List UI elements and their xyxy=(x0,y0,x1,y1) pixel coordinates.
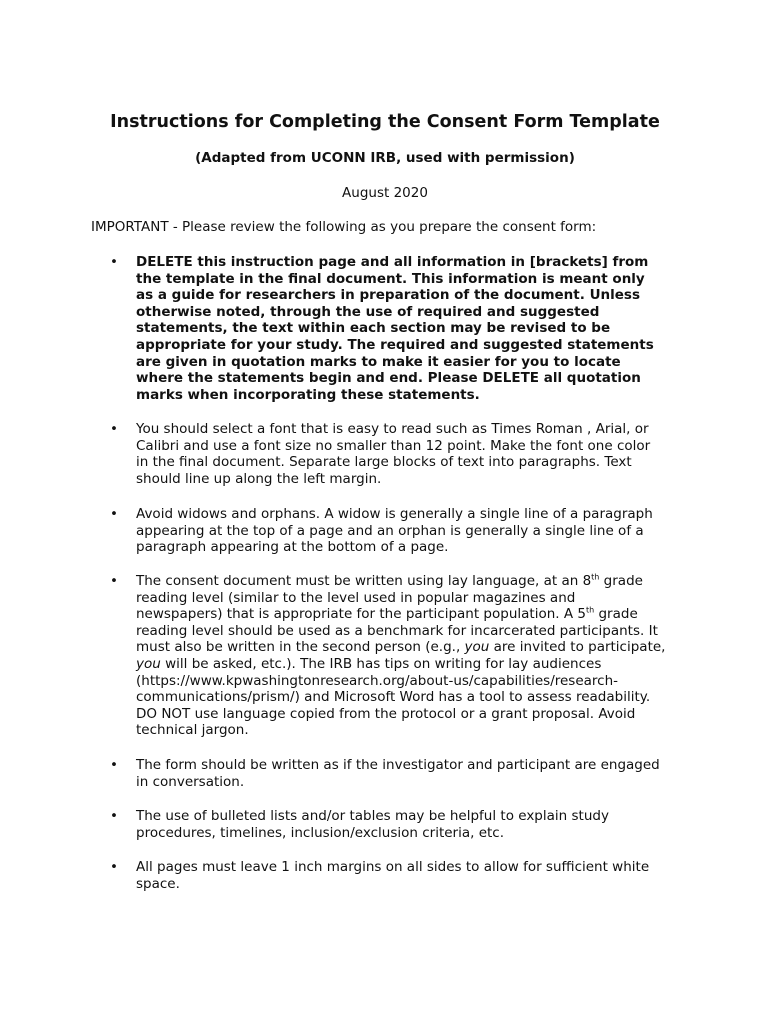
text-run: grade xyxy=(594,606,638,623)
list-item-line: Calibri and use a font size no smaller than 12 point. Make the font one color xyxy=(136,437,651,454)
list-item-line: otherwise noted, through the use of required and suggested xyxy=(136,303,600,320)
list-item-line: are given in quotation marks to make it easier for you to locate xyxy=(136,353,621,370)
list-item-line: the template in the final document. This information is meant only xyxy=(136,270,645,287)
superscript: th xyxy=(585,605,595,615)
list-item-line: should line up along the left margin. xyxy=(136,470,382,487)
list-item xyxy=(136,808,686,841)
list-item-line xyxy=(136,656,686,673)
list-item-line: as a guide for researchers in preparation of the document. Unless xyxy=(136,287,641,304)
italic-text: you xyxy=(136,655,161,672)
list-item-line: You should select a font that is easy to read such as Times Roman , Arial, or xyxy=(136,421,649,437)
list-item-line xyxy=(136,606,686,623)
list-item-line: communications/prism/) and Microsoft Word has a tool to assess readability. xyxy=(136,689,651,706)
list-item-line: in the final document. Separate large blocks of text into paragraphs. Text xyxy=(136,454,632,471)
list-item-line: statements, the text within each section may be revised to be xyxy=(136,320,611,337)
list-item-line xyxy=(136,573,686,590)
superscript: th xyxy=(591,572,600,582)
list-item-line: The form should be written as if the investigator and participant are engaged xyxy=(136,757,660,773)
list-item xyxy=(136,573,686,739)
list-item-line: space. xyxy=(136,875,180,892)
bullet-icon: • xyxy=(110,573,118,589)
list-item-line: reading level should be used as a benchmark for incarcerated participants. It xyxy=(136,622,658,639)
document-title: Instructions for Completing the Consent Form Template xyxy=(110,112,660,132)
list-item-line: in conversation. xyxy=(136,773,245,790)
list-item-line: technical jargon. xyxy=(136,722,249,739)
document-subtitle: (Adapted from UCONN IRB, used with permission) xyxy=(195,150,575,166)
list-item xyxy=(136,254,686,403)
bullet-icon: • xyxy=(110,859,118,875)
list-item-line: where the statements begin and end. Please DELETE all quotation xyxy=(136,370,641,387)
list-item-line: procedures, timelines, inclusion/exclusion criteria, etc. xyxy=(136,824,505,841)
text-run: will be asked, etc.). The IRB has tips on writing for lay audiences xyxy=(160,655,602,672)
list-item-line: reading level (similar to the level used in popular magazines and xyxy=(136,589,576,606)
list-item-line: marks when incorporating these statements. xyxy=(136,386,480,403)
list-item xyxy=(136,757,686,790)
intro-text: IMPORTANT - Please review the following as you prepare the consent form: xyxy=(91,219,597,235)
list-item-line: appropriate for your study. The required and suggested statements xyxy=(136,336,654,353)
list-item-line xyxy=(136,639,686,656)
text-run: must also be written in the second person (e.g., xyxy=(136,639,465,656)
list-item-line: appearing at the top of a page and an orphan is generally a single line of a xyxy=(136,522,644,539)
list-item xyxy=(136,506,686,556)
italic-text: you xyxy=(464,639,490,656)
list-item xyxy=(136,859,686,892)
list-item-line: Avoid widows and orphans. A widow is generally a single line of a paragraph xyxy=(136,506,653,522)
bullet-icon: • xyxy=(110,757,118,773)
bullet-icon: • xyxy=(110,808,118,824)
list-item-line: DO NOT use language copied from the protocol or a grant proposal. Avoid xyxy=(136,705,636,722)
list-item-line: (https://www.kpwashingtonresearch.org/about-us/capabilities/research- xyxy=(136,672,619,689)
list-item-line: The use of bulleted lists and/or tables may be helpful to explain study xyxy=(136,808,609,824)
document-date: August 2020 xyxy=(342,185,428,201)
text-run: grade xyxy=(599,573,643,589)
list-item-line: All pages must leave 1 inch margins on all sides to allow for sufficient white xyxy=(136,859,650,875)
text-run: newspapers) that is appropriate for the participant population. A 5 xyxy=(136,606,586,623)
list-item-line: DELETE this instruction page and all information in [brackets] from xyxy=(136,254,649,270)
bullet-icon: • xyxy=(110,421,118,437)
text-run: are invited to participate, xyxy=(489,639,666,656)
bullet-icon: • xyxy=(110,254,118,270)
list-item-line: paragraph appearing at the bottom of a page. xyxy=(136,539,449,556)
bullet-icon: • xyxy=(110,506,118,522)
text-run: The consent document must be written using lay language, at an 8 xyxy=(136,573,592,589)
list-item xyxy=(136,421,686,487)
